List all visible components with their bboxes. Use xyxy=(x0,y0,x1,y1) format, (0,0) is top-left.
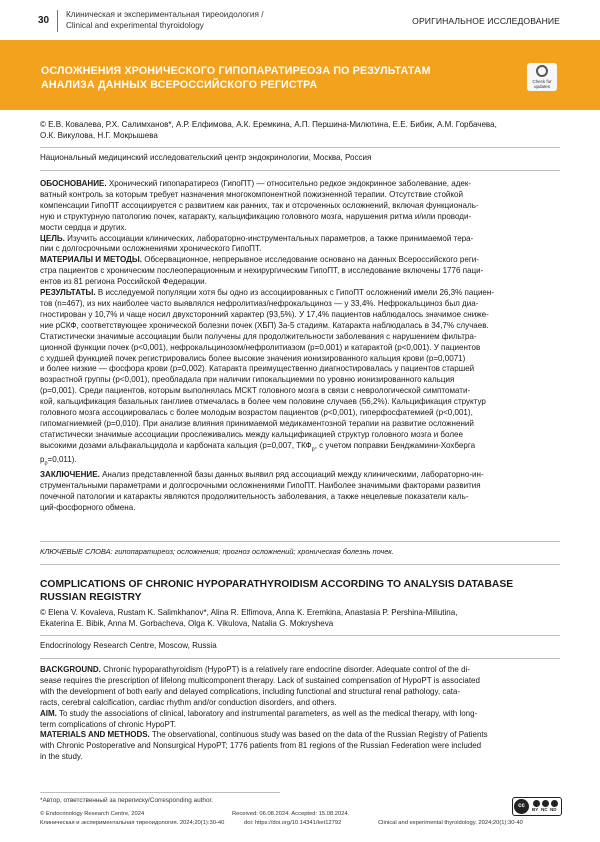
cc-nd-icon xyxy=(551,800,558,807)
text-line: компенсации ГипоПТ ассоциируется с развитием как ранних, так и отсроченных осложнений, включая функциональ- xyxy=(40,200,479,210)
text-line: in the study. xyxy=(40,752,83,762)
text-line: with Chronic Postoperative and Nonsurgical HypoPT; 1776 patients from 81 regions of the Russian Federation were included xyxy=(40,741,482,751)
article-title-en xyxy=(40,578,560,604)
text-line: Chronic hypoparathyroidism (HypoPT) is a relatively rare endocrine disorder. Adequate control of the di- xyxy=(100,665,470,674)
citation-ru: Клиническая и экспериментальная тиреоидология. 2024;20(1):30-40 xyxy=(40,820,225,826)
subscript: р xyxy=(44,460,48,467)
text-line: To study the associations of clinical, laboratory and instrumental parameters, as well as the medical therapy, with long- xyxy=(56,708,478,718)
text-line: высокими дозами альфакальцидола и карбоната кальция (р=0,007, ТКФ xyxy=(40,440,312,450)
methods-ru-label: МАТЕРИАЛЫ И МЕТОДЫ. xyxy=(40,255,143,265)
cc-nd-label: ND xyxy=(550,807,557,812)
subscript: р xyxy=(311,446,315,453)
conclusion-ru xyxy=(40,470,560,514)
affiliation-ru: Национальный медицинский исследовательский центр эндокринологии, Москва, Россия xyxy=(40,153,372,162)
text-line: кой, кальцификация базальных ганглиев отмечалась в более чем половине случаев (56,2%). Кальцификация структур xyxy=(40,397,486,407)
running-header xyxy=(0,0,600,38)
text-line: sease requires the prescription of lifelong multicomponent therapy. Lack of sustained compensation of HypoPT is associated xyxy=(40,675,480,685)
text-line: головного мозга ассоциировалась с более молодым возрастом пациентов (р<0,001), гиперфосфатемией (р<0,001), xyxy=(40,408,473,418)
abstract-en xyxy=(40,665,560,763)
text-line: и более низкие — фосфора крови (р=0,002). Катаракта преимущественно диагностировалась у пациентов старшей xyxy=(40,364,475,374)
received-accepted: Received: 06.08.2024. Accepted: 15.08.2024. xyxy=(232,811,350,817)
article-title-ru xyxy=(41,64,471,92)
background-en-label: BACKGROUND. xyxy=(40,665,101,674)
text-line: racts, cerebral calcification, cardiac rhythm and/or conduction disorders, and others. xyxy=(40,697,337,707)
cc-license-badge[interactable] xyxy=(512,797,562,816)
journal-name-ru: Клиническая и экспериментальная тиреоидология / xyxy=(66,10,264,19)
text-line: ние рСКФ, соответствующее хронической болезни почек (ХБП) 3а-5 стадиям. Катаракта наблюдалась в 34,7% случаев. xyxy=(40,320,489,330)
divider xyxy=(40,147,560,148)
authors-ru xyxy=(40,120,560,142)
authors-en xyxy=(40,608,560,630)
divider xyxy=(40,635,560,636)
background-ru-label: ОБОСНОВАНИЕ. xyxy=(40,179,107,188)
affiliation-en: Endocrinology Research Centre, Moscow, Russia xyxy=(40,641,217,650)
journal-name-en: Clinical and experimental thyroidology xyxy=(66,21,204,30)
results-ru xyxy=(40,288,560,470)
cc-logo-icon: cc xyxy=(514,799,529,814)
title-en-line2: RUSSIAN REGISTRY xyxy=(40,592,142,603)
text-line: ную и структурную патологию почек, катаракту, кальцификацию головного мозга, нарушения ритма и/или проводи- xyxy=(40,211,472,221)
authors-ru-line1: © Е.В. Ковалева, Р.Х. Салимханов*, А.Р. Елфимова, А.К. Еремкина, А.П. Першина-Милютина, Е.Е. Бибик, А.М. Горбачева, xyxy=(40,120,497,129)
text-line: статистически значимые ассоциации прослеживались между кальцификацией структур головного мозга и более xyxy=(40,429,463,439)
text-line: ентов из 81 региона Российской Федерации. xyxy=(40,277,207,287)
divider xyxy=(40,658,560,659)
text-line: возрастной группы (р<0,001), преобладала при наличии гипокальциемии по уровню ионизированного кальция xyxy=(40,375,455,385)
copyright: © Endocrinology Research Centre, 2024 xyxy=(40,811,145,817)
text-line: струментальными параметрами и долгосрочными осложнениями ГипоПТ. Наиболее значимыми факторами развития xyxy=(40,480,481,490)
corresponding-author-note: *Автор, ответственный за переписку/Corresponding author. xyxy=(40,797,214,804)
text-line: гностирован у 10,7% и чаще носил двухсторонний характер (93,5%). У 17,4% пациентов наблюдалось значимое сниже- xyxy=(40,309,489,319)
check-for-updates-badge[interactable] xyxy=(527,63,557,91)
text-line: Хронический гипопаратиреоз (ГипоПТ) — относительно редкое эндокринное заболевание, адек- xyxy=(106,179,472,188)
methods-ru xyxy=(40,255,560,288)
text-line: =0,011). xyxy=(47,455,77,465)
cc-by-label: BY xyxy=(532,807,539,812)
page-number: 30 xyxy=(38,15,50,26)
text-line: ционной функции почек (р<0,001), нефрокальцинозом/нефролитиазом (р=0,001) и катарактой (р<0,001). У пациентов xyxy=(40,342,481,352)
aim-ru-label: ЦЕЛЬ. xyxy=(40,233,65,243)
title-ru-line1: ОСЛОЖНЕНИЯ ХРОНИЧЕСКОГО ГИПОПАРАТИРЕОЗА ПО РЕЗУЛЬТАТАМ xyxy=(41,65,431,77)
section-label: ОРИГИНАЛЬНОЕ ИССЛЕДОВАНИЕ xyxy=(412,16,560,26)
authors-en-line2: Ekaterina E. Bibik, Anna M. Gorbacheva, Olga K. Vikulova, Natalia G. Mokrysheva xyxy=(40,618,334,628)
title-en-line1: COMPLICATIONS OF CHRONIC HYPOPARATHYROIDISM ACCORDING TO ANALYSIS DATABASE xyxy=(40,579,514,590)
check-updates-icon xyxy=(536,65,548,77)
text-line: В исследуемой популяции хотя бы одно из ассоциированных с ГипоПТ осложнений имели 26,3% пациен- xyxy=(95,288,495,298)
text-line: The observational, continuous study was based on the data of the Russian Registry of Patients xyxy=(149,730,488,740)
divider xyxy=(40,564,560,565)
aim-ru xyxy=(40,234,560,256)
cc-by-icon xyxy=(533,800,540,807)
check-updates-label: Check for updates xyxy=(532,79,552,89)
text-line: мости сердца и других. xyxy=(40,222,127,232)
authors-en-line1: © Elena V. Kovaleva, Rustam K. Salimkhanov*, Alina R. Elfimova, Anna K. Eremkina, Anastasia P. Pershina-Miliutina, xyxy=(40,608,458,617)
aim-en-label: AIM. xyxy=(40,708,57,718)
text-line: with the development of both early and delayed complications, including functional and structural renal pathology, cata- xyxy=(40,686,461,696)
footnote-divider xyxy=(40,792,280,793)
text-line: стра пациентов с хроническим послеоперационным и нехирургическим ГипоПТ, в исследование включены 1776 паци- xyxy=(40,266,484,276)
text-line: term complications of chronic HypoPT. xyxy=(40,719,177,729)
text-line: , с учетом поправки Бенджамини-Хохберга xyxy=(314,440,476,450)
cc-nc-label: NC xyxy=(541,807,548,812)
divider xyxy=(40,170,560,171)
background-ru xyxy=(40,179,560,234)
keywords-ru: КЛЮЧЕВЫЕ СЛОВА: гипопаратиреоз; осложнения; прогноз осложнений; хроническая болезнь почек. xyxy=(40,547,394,556)
citation-en: Clinical and experimental thyroidology. 2024;20(1):30-40 xyxy=(378,820,523,826)
text-line: ватный контроль за которым требует назначения многокомпонентной пожизненной терапии. Отсутствие стойкой xyxy=(40,189,463,199)
background-en xyxy=(40,665,560,709)
methods-en xyxy=(40,730,560,763)
text-line: Статистически значимые ассоциации были получены для продолжительности заболевания с нарушением фильтра- xyxy=(40,331,477,341)
text-line: почечной патологии и катаракты являются продолжительность заболевания, а также нецелевые показатели каль- xyxy=(40,491,469,501)
abstract-ru xyxy=(40,179,560,513)
methods-en-label: MATERIALS AND METHODS. xyxy=(40,730,150,740)
text-line: пии с долгосрочными осложнениями хронического ГипоПТ. xyxy=(40,244,262,254)
text-line: (р=0,001). Среди пациентов, которым выполнялась МСКТ головного мозга в связи с неврологической симптомати- xyxy=(40,386,471,396)
title-ru-line2: АНАЛИЗА ДАННЫХ ВСЕРОССИЙСКОГО РЕГИСТРА xyxy=(41,79,318,91)
conclusion-ru-label: ЗАКЛЮЧЕНИЕ. xyxy=(40,469,100,479)
text-line: p xyxy=(40,455,45,465)
text-line: Анализ представленной базы данных выявил ряд ассоциаций между клиническими, лабораторно-ин- xyxy=(99,469,484,479)
doi-link[interactable]: doi: https://doi.org/10.14341/ket12792 xyxy=(244,820,342,826)
results-ru-label: РЕЗУЛЬТАТЫ. xyxy=(40,288,96,298)
text-line: ций-фосфорного обмена. xyxy=(40,502,136,512)
authors-ru-line2: О.К. Викулова, Н.Г. Мокрышева xyxy=(40,130,158,140)
header-divider xyxy=(57,10,58,32)
text-line: Изучить ассоциации клинических, лабораторно-инструментальных параметров, а также принимаемой тера- xyxy=(64,233,474,243)
text-line: с худшей функцией почек регистрировались более высокие значения ионизированного кальция крови (р=0,0071) xyxy=(40,353,466,363)
text-line: Обсервационное, непрерывное исследование основано на данных Всероссийского реги- xyxy=(142,255,479,265)
cc-nc-icon xyxy=(542,800,549,807)
text-line: тов (n=467), из них наиболее часто выявлялся нефролитиаз/нефрокальциноз — у 33,4%. Нефрокальциноз был диа- xyxy=(40,298,479,308)
divider xyxy=(40,541,560,542)
text-line: гипомагниемией (р=0,010). При анализе влияния принимаемой медикаментозной терапии на развитие осложнений xyxy=(40,418,474,428)
aim-en xyxy=(40,709,560,731)
